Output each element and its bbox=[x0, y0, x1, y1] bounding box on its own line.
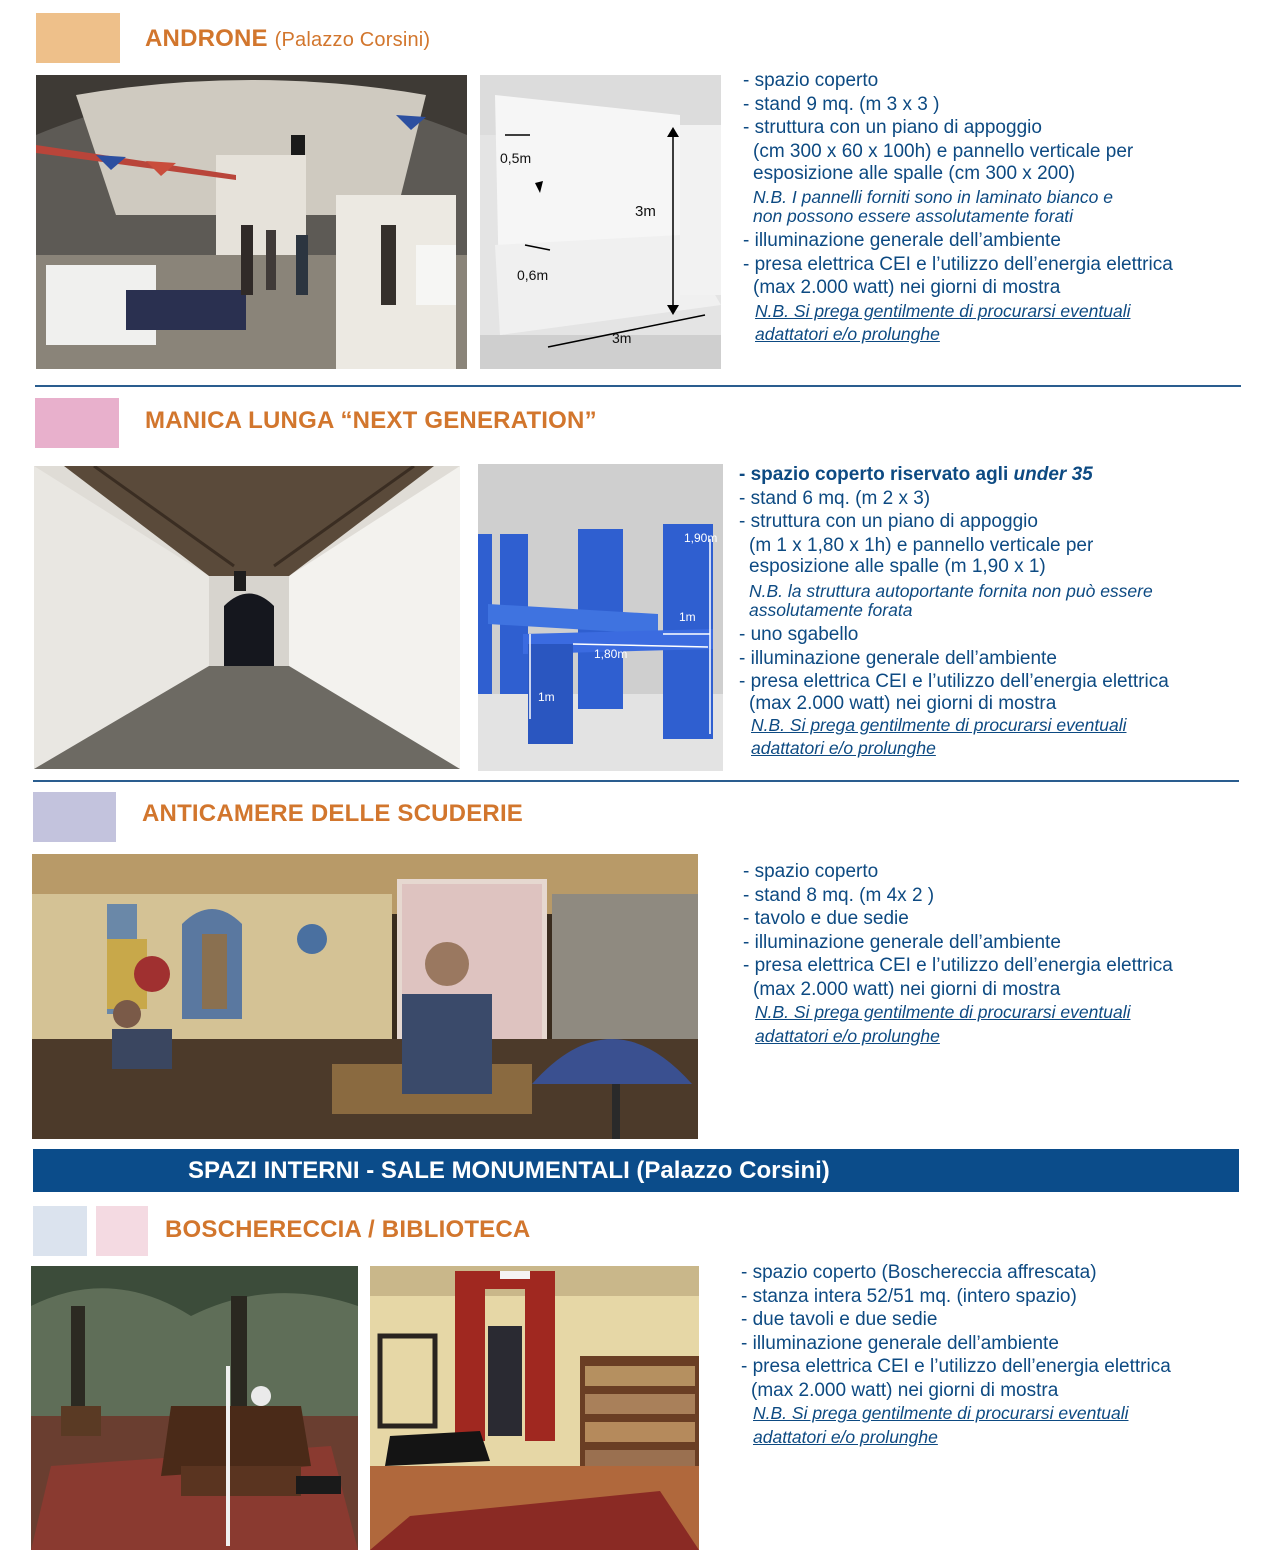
section-divider bbox=[35, 385, 1241, 387]
spec-line: (max 2.000 watt) nei giorni di mostra bbox=[751, 1379, 1059, 1401]
spec-line: - uno sgabello bbox=[739, 624, 859, 645]
anticamere-spec-list bbox=[743, 860, 1173, 1048]
section-title: ANDRONE (Palazzo Corsini) bbox=[145, 25, 431, 52]
spec-line: (m 1 x 1,80 x 1h) e pannello verticale per bbox=[749, 534, 1094, 556]
androne-spec-list bbox=[743, 69, 1173, 347]
section-color-swatch bbox=[36, 13, 120, 63]
boschereccia-spec-list bbox=[741, 1261, 1171, 1449]
section-color-swatch bbox=[35, 398, 119, 448]
spec-line: - stand 8 mq. (m 4x 2 ) bbox=[743, 884, 935, 906]
spec-note-link: N.B. Si prega gentilmente di procurarsi eventuali bbox=[753, 1403, 1129, 1423]
spec-line: - stanza intera 52/51 mq. (intero spazio) bbox=[741, 1285, 1077, 1307]
section-divider bbox=[33, 780, 1239, 782]
spec-line: - spazio coperto bbox=[743, 70, 879, 91]
spec-note-link: adattatori e/o prolunghe bbox=[753, 1426, 938, 1447]
section-color-swatch bbox=[96, 1206, 148, 1256]
anticamere-workshop-photo bbox=[32, 854, 698, 1139]
section-title: BOSCHERECCIA / BIBLIOTECA bbox=[165, 1216, 531, 1243]
section-color-swatch bbox=[33, 792, 116, 842]
manica-lunga-spec-list bbox=[739, 463, 1169, 761]
dimension-label: 3m bbox=[635, 203, 656, 220]
spec-note-link: adattatori e/o prolunghe bbox=[751, 738, 936, 758]
biblioteca-room-photo bbox=[370, 1266, 699, 1550]
section-title: ANTICAMERE DELLE SCUDERIE bbox=[142, 800, 524, 827]
spec-note: assolutamente forata bbox=[749, 600, 913, 620]
spec-note-link: N.B. Si prega gentilmente di procurarsi eventuali bbox=[755, 300, 1131, 321]
dimension-label: 1,90m bbox=[684, 531, 718, 545]
spec-line: (max 2.000 watt) nei giorni di mostra bbox=[753, 978, 1061, 1000]
dimension-label: 1,80m bbox=[594, 647, 628, 661]
section-title: MANICA LUNGA “NEXT GENERATION” bbox=[145, 407, 597, 434]
spec-line: (max 2.000 watt) nei giorni di mostra bbox=[753, 277, 1061, 298]
spec-line: (cm 300 x 60 x 100h) e pannello verticale per bbox=[753, 140, 1134, 162]
spec-line: - illuminazione generale dell’ambiente bbox=[743, 931, 1061, 953]
spec-line: - struttura con un piano di appoggio bbox=[739, 511, 1038, 532]
androne-stand-diagram bbox=[480, 75, 721, 369]
dimension-label: 0,5m bbox=[500, 150, 532, 166]
androne-hall-photo bbox=[36, 75, 467, 369]
spec-line: - illuminazione generale dell’ambiente bbox=[743, 230, 1061, 251]
spec-line: - spazio coperto (Boschereccia affrescata) bbox=[741, 1262, 1097, 1283]
manica-lunga-corridor-photo bbox=[34, 466, 460, 769]
spec-line: - presa elettrica CEI e l’utilizzo dell’energia elettrica bbox=[743, 253, 1173, 275]
spec-line: - spazio coperto riservato agli under 35 bbox=[739, 464, 1093, 485]
dimension-label: 1m bbox=[679, 610, 696, 624]
spec-line: - spazio coperto bbox=[743, 861, 879, 882]
spec-line: - illuminazione generale dell’ambiente bbox=[739, 647, 1057, 669]
spec-note: non possono essere assolutamente forati bbox=[753, 206, 1074, 226]
spec-note: N.B. la struttura autoportante fornita non può essere bbox=[749, 581, 1153, 601]
spec-line: - due tavoli e due sedie bbox=[741, 1309, 938, 1330]
spec-line: esposizione alle spalle (m 1,90 x 1) bbox=[749, 556, 1046, 577]
spec-note-link: N.B. Si prega gentilmente di procurarsi eventuali bbox=[755, 1002, 1131, 1022]
spec-note-link: adattatori e/o prolunghe bbox=[755, 1025, 940, 1046]
section-banner: SPAZI INTERNI - SALE MONUMENTALI (Palazzo Corsini) bbox=[33, 1149, 1239, 1192]
section-subtitle: (Palazzo Corsini) bbox=[274, 29, 431, 51]
spec-line: - tavolo e due sedie bbox=[743, 908, 909, 929]
dimension-label: 1m bbox=[538, 690, 555, 704]
spec-note: N.B. I pannelli forniti sono in laminato bianco e bbox=[753, 187, 1113, 207]
spec-line: esposizione alle spalle (cm 300 x 200) bbox=[753, 163, 1076, 184]
manica-lunga-stand-diagram bbox=[478, 464, 723, 771]
dimension-label: 0,6m bbox=[517, 267, 549, 283]
spec-line: - stand 6 mq. (m 2 x 3) bbox=[739, 487, 931, 509]
spec-line: (max 2.000 watt) nei giorni di mostra bbox=[749, 692, 1057, 714]
spec-line: - struttura con un piano di appoggio bbox=[743, 117, 1042, 138]
spec-line: - presa elettrica CEI e l’utilizzo dell’energia elettrica bbox=[739, 671, 1169, 692]
spec-line: - presa elettrica CEI e l’utilizzo dell’energia elettrica bbox=[743, 955, 1173, 976]
spec-line: - stand 9 mq. (m 3 x 3 ) bbox=[743, 93, 940, 115]
spec-note-link: adattatori e/o prolunghe bbox=[755, 324, 940, 344]
boschereccia-room-photo bbox=[31, 1266, 358, 1550]
spec-line: - illuminazione generale dell’ambiente bbox=[741, 1332, 1059, 1354]
section-color-swatch bbox=[33, 1206, 87, 1256]
spec-line: - presa elettrica CEI e l’utilizzo dell’energia elettrica bbox=[741, 1356, 1171, 1377]
dimension-label: 3m bbox=[612, 330, 632, 346]
spec-note-link: N.B. Si prega gentilmente di procurarsi eventuali bbox=[751, 714, 1127, 735]
